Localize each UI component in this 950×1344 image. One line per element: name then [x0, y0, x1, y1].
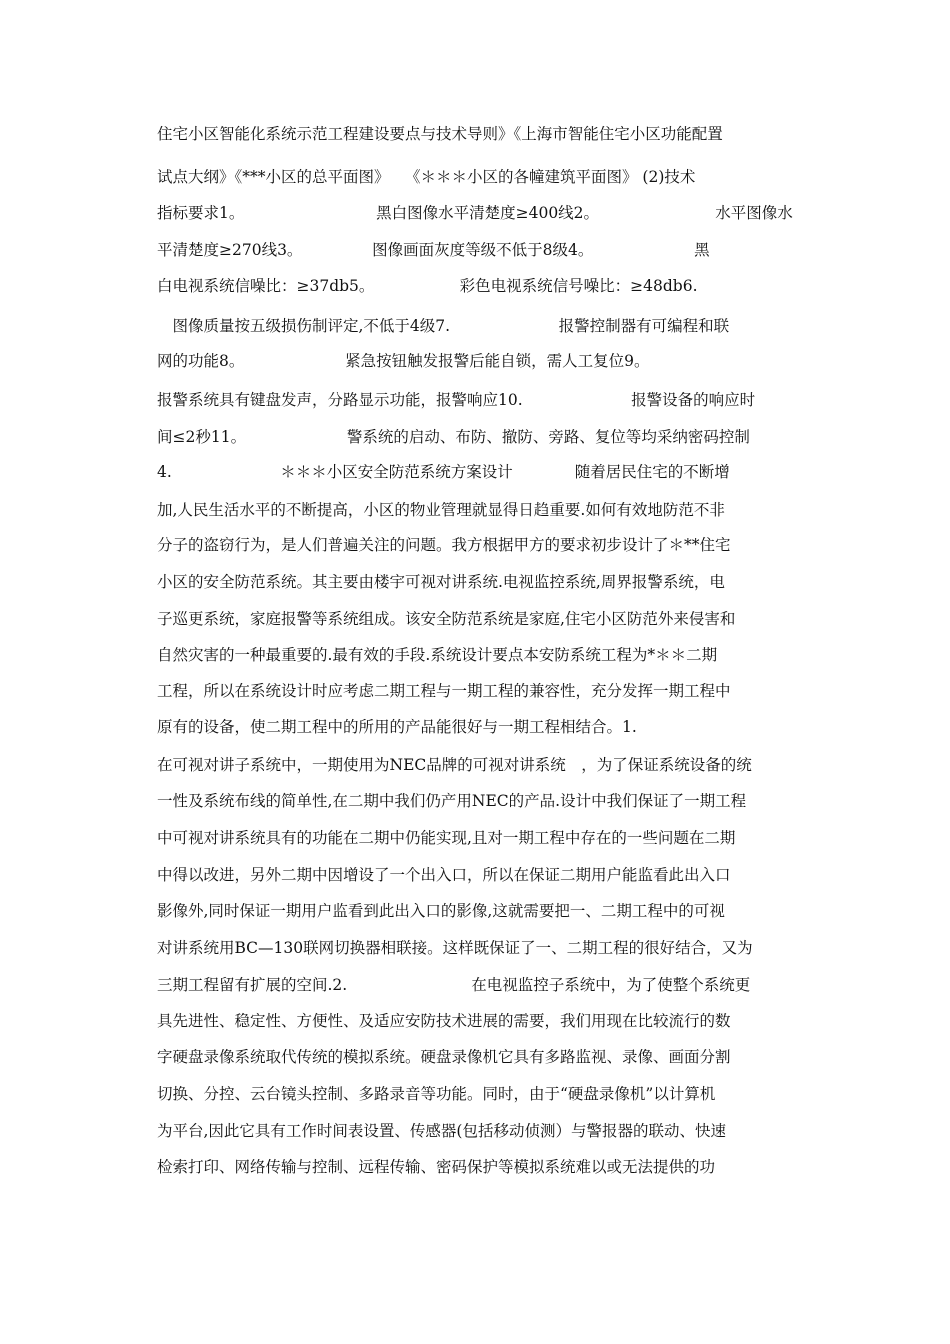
text-line: 原有的设备，使二期工程中的所用的产品能很好与一期工程相结合。1. — [157, 718, 637, 736]
text-line: 网的功能8。 紧急按钮触发报警后能自锁，需人工复位9。 — [157, 352, 650, 370]
text-line: 间≤2秒11。 警系统的启动、布防、撤防、旁路、复位等均采纳密码控制 — [157, 428, 750, 446]
text-line: 小区的安全防范系统。其主要由楼宇可视对讲系统.电视监控系统,周界报警系统，电 — [157, 573, 725, 591]
text-line: 报警系统具有键盘发声，分路显示功能，报警响应10. 报警设备的响应时 — [157, 391, 756, 409]
text-line: 一性及系统布线的简单性,在二期中我们仍产用NEC的产品.设计中我们保证了一期工程 — [157, 792, 747, 810]
text-line: 住宅小区智能化系统示范工程建设要点与技术导则》《上海市智能住宅小区功能配置 — [157, 125, 723, 143]
text-line: 子巡更系统，家庭报警等系统组成。该安全防范系统是家庭,住宅小区防范外来侵害和 — [157, 610, 736, 628]
text-line: 为平台,因此它具有工作时间表设置、传感器(包括移动侦测）与警报器的联动、快速 — [157, 1122, 726, 1140]
text-line: 加,人民生活水平的不断提高，小区的物业管理就显得日趋重要.如何有效地防范不非 — [157, 501, 725, 519]
text-line: 工程，所以在系统设计时应考虑二期工程与一期工程的兼容性，充分发挥一期工程中 — [157, 682, 731, 700]
text-line: 白电视系统信噪比：≥37db5。 彩色电视系统信号噪比：≥48db6. — [157, 277, 698, 295]
text-line: 平清楚度≥270线3。 图像画面灰度等级不低于8级4。 黑 — [157, 241, 710, 259]
text-line: 切换、分控、云台镜头控制、多路录音等功能。同时，由于“硬盘录像机”以计算机 — [157, 1085, 716, 1103]
text-line: 三期工程留有扩展的空间.2. 在电视监控子系统中，为了使整个系统更 — [157, 976, 751, 994]
text-line: 分子的盗窃行为，是人们普遍关注的问题。我方根据甲方的要求初步设计了＊**住宅 — [157, 536, 731, 554]
text-line: 具先进性、稳定性、方便性、及适应安防技术进展的需要，我们用现在比较流行的数 — [157, 1012, 731, 1030]
text-line: 对讲系统用BC—130联网切换器相联接。这样既保证了一、二期工程的很好结合，又为 — [157, 939, 753, 957]
text-line: 试点大纲》《***小区的总平面图》 《＊＊＊小区的各幢建筑平面图》 (2)技术 — [157, 168, 696, 186]
text-line: 字硬盘录像系统取代传统的模拟系统。硬盘录像机它具有多路监视、录像、画面分割 — [157, 1048, 731, 1066]
text-line: 中可视对讲系统具有的功能在二期中仍能实现,且对一期工程中存在的一些问题在二期 — [157, 829, 736, 847]
text-line: 4. ＊＊＊小区安全防范系统方案设计 随着居民住宅的不断增 — [157, 463, 730, 481]
text-line: 检索打印、网络传输与控制、远程传输、密码保护等模拟系统难以或无法提供的功 — [157, 1158, 716, 1176]
text-line: 在可视对讲子系统中，一期使用为NEC品牌的可视对讲系统 ，为了保证系统设备的统 — [157, 756, 752, 774]
text-line: 自然灾害的一种最重要的.最有效的手段.系统设计要点本安防系统工程为*＊＊二期 — [157, 646, 718, 664]
text-line: 影像外,同时保证一期用户监看到此出入口的影像,这就需要把一、二期工程中的可视 — [157, 902, 725, 920]
text-line: 图像质量按五级损伤制评定,不低于4级7. 报警控制器有可编程和联 — [157, 317, 730, 335]
text-line: 中得以改进，另外二期中因增设了一个出入口，所以在保证二期用户能监看此出入口 — [157, 866, 731, 884]
text-line: 指标要求1。 黑白图像水平清楚度≥400线2。 水平图像水 — [157, 204, 793, 222]
